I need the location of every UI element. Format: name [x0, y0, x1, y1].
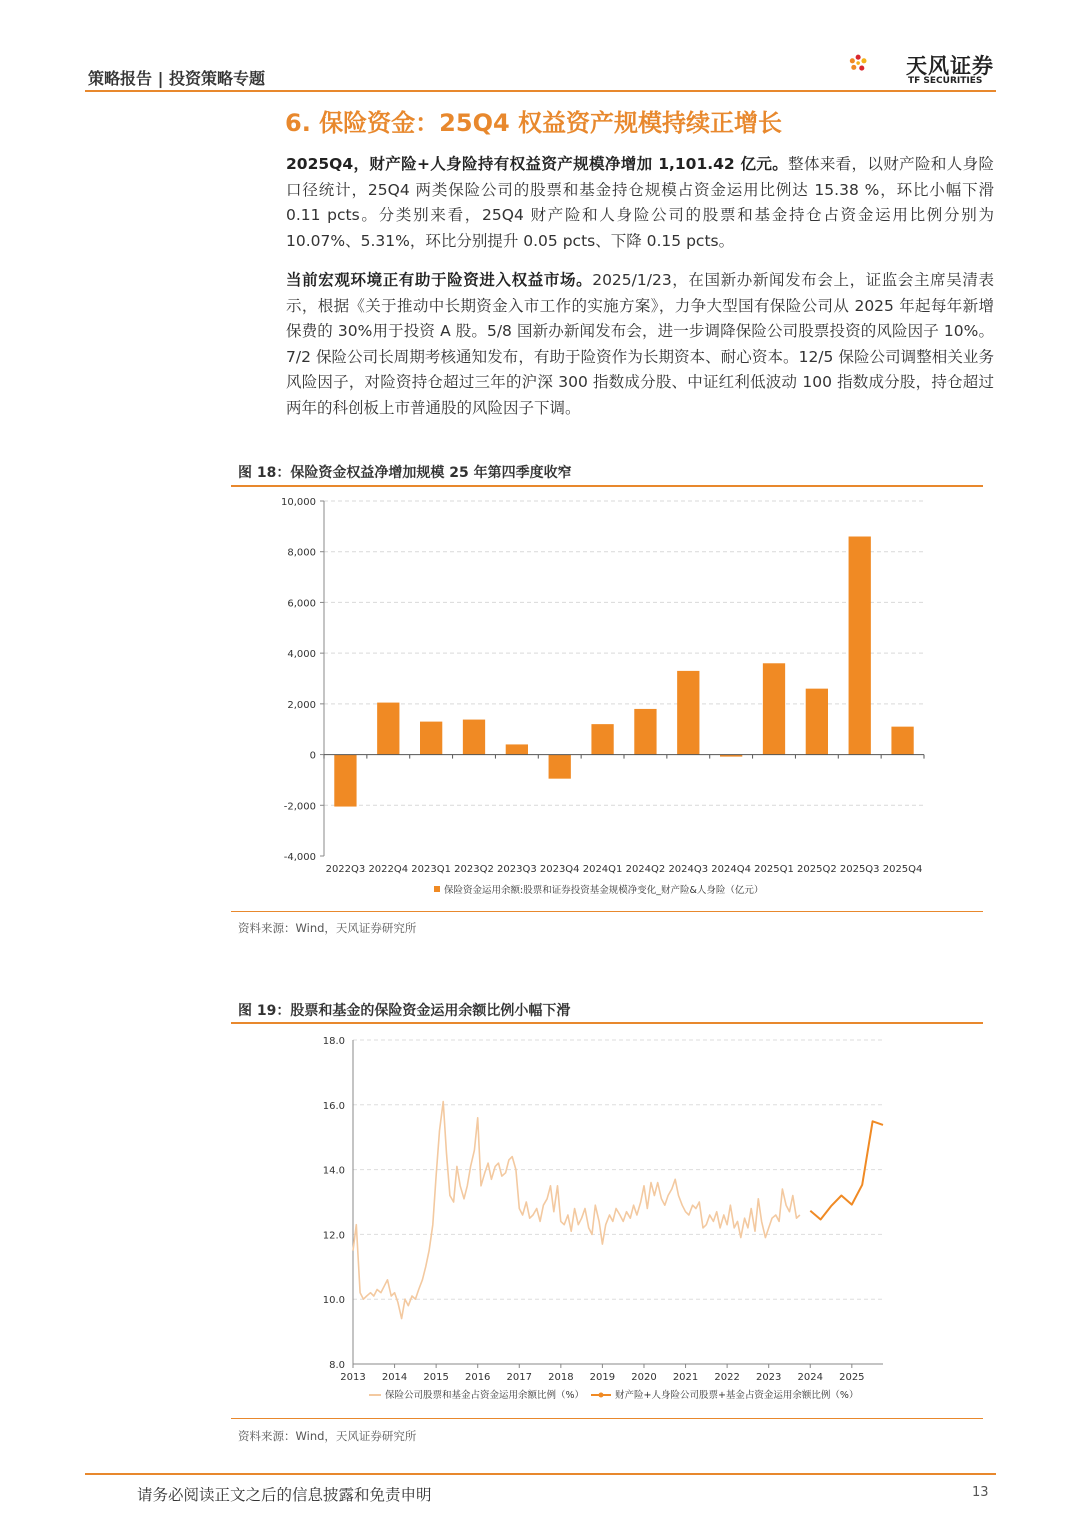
- series-line-2: [810, 1121, 883, 1219]
- bar-2022Q4: [377, 703, 399, 755]
- x-tick-label: 2019: [589, 1372, 616, 1383]
- bar-2025Q3: [849, 537, 871, 755]
- x-tick-label: 2025Q1: [754, 864, 794, 875]
- figure-19-source: 资料来源：Wind，天风证券研究所: [238, 1429, 417, 1443]
- bar-2023Q4: [549, 755, 571, 779]
- x-tick-label: 2017: [506, 1372, 533, 1383]
- y-tick-label: 4,000: [287, 649, 316, 661]
- logo-text-en: TF SECURITIES: [908, 76, 983, 86]
- logo-petal-bottom-right: [859, 66, 864, 71]
- x-tick-label: 2013: [340, 1372, 366, 1383]
- y-tick-label: 18.0: [322, 1036, 345, 1047]
- x-tick-label: 2025Q4: [882, 864, 923, 875]
- x-tick-label: 2022Q3: [325, 864, 366, 875]
- figure-18-bar-chart: [231, 488, 983, 908]
- bar-2023Q3: [506, 744, 528, 754]
- figure-18-top-rule: [231, 485, 983, 487]
- bar-2024Q2: [634, 709, 656, 755]
- figure-18-title: 图 18：保险资金权益净增加规模 25 年第四季度收窄: [238, 465, 572, 481]
- y-tick-label: 8,000: [287, 547, 316, 559]
- bar-2023Q1: [420, 722, 442, 755]
- legend-label-1: 保险公司股票和基金占资金运用余额比例（%）: [385, 1390, 585, 1401]
- bar-2023Q2: [463, 720, 485, 755]
- bar-2025Q1: [763, 663, 785, 754]
- x-tick-label: 2025Q3: [839, 864, 880, 875]
- x-tick-label: 2024Q1: [582, 864, 623, 875]
- y-tick-label: -2,000: [283, 801, 316, 813]
- legend-swatch: [434, 886, 440, 892]
- x-tick-label: 2021: [672, 1372, 699, 1383]
- x-tick-label: 2014: [381, 1372, 408, 1383]
- x-tick-label: 2023: [755, 1372, 782, 1383]
- paragraph-1-lead: 2025Q4，财产险+人身险持有权益资产规模净增加 1,101.42 亿元。: [286, 155, 789, 173]
- x-tick-label: 2020: [631, 1372, 657, 1383]
- legend-label: 保险资金运用余额:股票和证券投资基金规模净变化_财产险&人身险（亿元）: [444, 885, 764, 896]
- legend-label-2: 财产险+人身险公司股票+基金占资金运用余额比例（%）: [615, 1390, 859, 1401]
- footer-divider: [85, 1473, 996, 1475]
- figure-19-top-rule: [231, 1022, 983, 1024]
- y-tick-label: 10.0: [322, 1295, 345, 1307]
- x-tick-label: 2025Q2: [797, 864, 837, 875]
- bar-2022Q3: [334, 755, 356, 807]
- paragraph-2-body: 2025/1/23，在国新办新闻发布会上，证监会主席吴清表示，根据《关于推动中长期资金入市工作的实施方案》，力争大型国有保险公司从 2025 年起每年新增保费的 30%用于投资 A 股。5/8 国新办新闻发布会，进一步调降保险公司股票投资的风险因子 10%。7/2 保险公司长周期考核通知发布，有助于险资作为长期资本、耐心资本。12/5 保险公司调整相关业务风险因子，对险资持仓超过三年的沪深 300 指数成分股、中证红利低波动 100 指数成分股，持仓超过两年的科创板上市普通股的风险因子下调。: [286, 271, 994, 417]
- y-tick-label: 12.0: [322, 1230, 345, 1242]
- x-tick-label: 2015: [423, 1372, 449, 1383]
- paragraph-1: [286, 152, 994, 254]
- x-tick-label: 2022: [714, 1372, 740, 1383]
- figure-18-source: 资料来源：Wind，天风证券研究所: [238, 921, 417, 935]
- report-category: 策略报告 | 投资策略专题: [88, 69, 265, 88]
- x-tick-label: 2022Q4: [368, 864, 409, 875]
- logo-petal-top: [856, 55, 861, 60]
- logo-text-cn: 天风证券: [906, 54, 994, 78]
- x-tick-label: 2023Q1: [411, 864, 451, 875]
- y-tick-label: -4,000: [283, 852, 316, 863]
- logo-center: [856, 61, 860, 65]
- logo-petal-right: [861, 58, 866, 63]
- y-tick-label: 14.0: [322, 1165, 345, 1177]
- x-tick-label: 2024Q2: [625, 864, 666, 875]
- x-tick-label: 2018: [548, 1372, 574, 1383]
- paragraph-1-body: 整体来看，以财产险和人身险口径统计，25Q4 两类保险公司的股票和基金持仓规模占资金运用比例达 15.38 %，环比小幅下滑 0.11 pcts。分类别来看，25Q4 财产险和人身险公司的股票和基金持仓占资金运用比例分别为 10.07%、5.31%，环比分别提升 0.05 pcts、下降 0.15 pcts。: [286, 155, 994, 250]
- bar-2024Q1: [591, 724, 613, 754]
- y-tick-label: 0: [309, 750, 316, 762]
- x-tick-label: 2024Q3: [668, 864, 709, 875]
- figure-19-line-chart: [231, 1026, 983, 1416]
- bar-2025Q4: [891, 727, 913, 755]
- bar-2025Q2: [806, 689, 828, 755]
- figure-19-bottom-rule: [231, 1418, 983, 1419]
- tf-securities-logo: [848, 34, 906, 92]
- x-tick-label: 2024Q4: [711, 864, 751, 875]
- paragraph-2-lead: 当前宏观环境正有助于险资进入权益市场。: [286, 271, 593, 289]
- x-tick-label: 2025: [839, 1372, 865, 1383]
- figure-19-title: 图 19：股票和基金的保险资金运用余额比例小幅下滑: [238, 1003, 571, 1019]
- series-line-1: [353, 1102, 800, 1319]
- x-tick-label: 2023Q2: [454, 864, 494, 875]
- page-number: 13: [972, 1485, 989, 1500]
- y-tick-label: 2,000: [287, 699, 316, 711]
- y-tick-label: 6,000: [287, 598, 316, 610]
- x-tick-label: 2024: [797, 1372, 823, 1383]
- paragraph-2: [286, 268, 994, 421]
- footer-disclaimer: 请务必阅读正文之后的信息披露和免责申明: [137, 1486, 432, 1504]
- logo-petal-bottom-left: [851, 65, 856, 70]
- x-tick-label: 2023Q4: [539, 864, 580, 875]
- legend-marker-2: [599, 1393, 604, 1398]
- section-title: 6. 保险资金：25Q4 权益资产规模持续正增长: [285, 109, 783, 137]
- y-tick-label: 16.0: [322, 1100, 345, 1112]
- bar-2024Q3: [677, 671, 699, 755]
- y-tick-label: 10,000: [281, 497, 316, 508]
- y-tick-label: 8.0: [329, 1360, 345, 1371]
- x-tick-label: 2023Q3: [497, 864, 537, 875]
- figure-18-bottom-rule: [231, 911, 983, 912]
- x-tick-label: 2016: [464, 1372, 491, 1383]
- logo-petal-left: [850, 58, 855, 63]
